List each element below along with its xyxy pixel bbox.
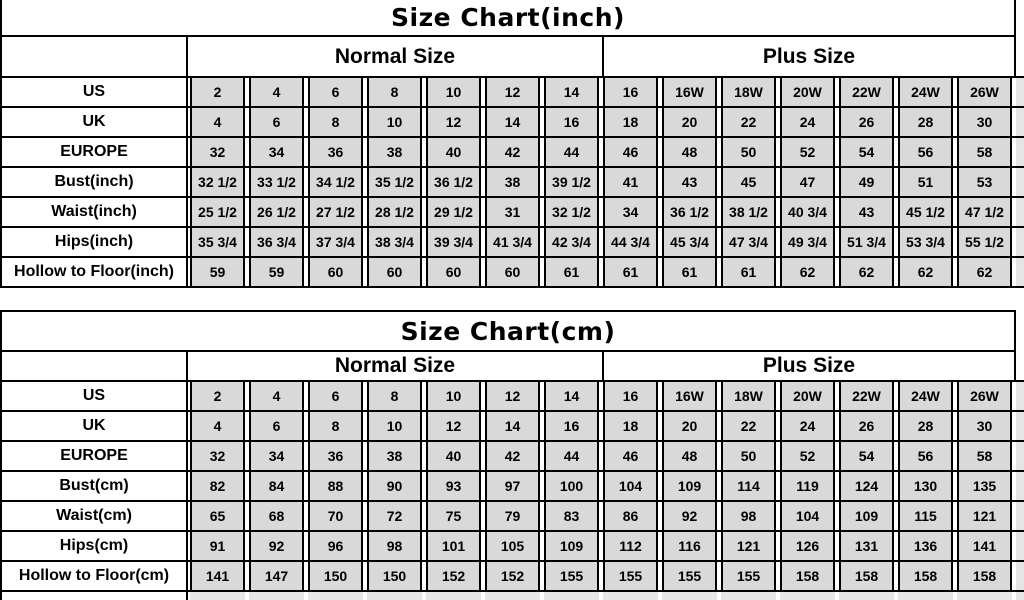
size-cell: 91 <box>190 532 245 560</box>
row-label: Hollow to Floor(cm) <box>0 562 188 590</box>
size-cell: 158 <box>780 562 835 590</box>
size-chart-cm-table <box>0 310 1024 600</box>
size-cell: 44 <box>544 442 599 470</box>
size-cell: 121 <box>957 502 1012 530</box>
size-cell: 28 <box>898 108 953 136</box>
row-label: Bust(cm) <box>0 472 188 500</box>
size-cell: 47 3/4 <box>721 228 776 256</box>
size-cell: 126 <box>780 532 835 560</box>
size-cell: 41 3/4 <box>485 228 540 256</box>
size-cell: 10 <box>367 108 422 136</box>
size-cell: 40 <box>426 138 481 166</box>
size-cell: 51 <box>898 168 953 196</box>
size-cell: 90 <box>367 472 422 500</box>
size-cell: 109 <box>839 502 894 530</box>
size-cell: 16 <box>603 382 658 410</box>
size-cell: 86 <box>603 502 658 530</box>
normal-size-header: Normal Size <box>188 352 604 380</box>
size-cell: 54 <box>839 138 894 166</box>
size-cell: 14 <box>544 78 599 106</box>
size-cell: 147 <box>249 562 304 590</box>
size-cell: 61 <box>662 258 717 286</box>
size-cell: 152 <box>485 562 540 590</box>
size-cell: 44 3/4 <box>603 228 658 256</box>
size-cell: 22W <box>839 78 894 106</box>
size-cell: 26 <box>839 412 894 440</box>
size-cell: 38 1/2 <box>721 198 776 226</box>
size-cell: 14 <box>485 108 540 136</box>
size-cell: 50 <box>721 138 776 166</box>
size-cell: 96 <box>308 532 363 560</box>
size-cell: 10 <box>426 78 481 106</box>
clipped-column-artifact <box>1016 382 1024 410</box>
clipped-column-artifact <box>1016 108 1024 136</box>
table-row <box>0 198 1024 228</box>
size-cell: 70 <box>308 502 363 530</box>
size-cell: 46 <box>603 442 658 470</box>
size-cell: 135 <box>957 472 1012 500</box>
row-label: Waist(inch) <box>0 198 188 226</box>
size-cell: 60 <box>485 258 540 286</box>
size-cell: 22W <box>839 382 894 410</box>
table-row <box>0 138 1024 168</box>
size-cell: 115 <box>898 502 953 530</box>
size-cell: 98 <box>367 532 422 560</box>
row-label: US <box>0 78 188 106</box>
size-cell: 6 <box>308 78 363 106</box>
size-cell <box>485 592 540 600</box>
size-cell: 4 <box>249 78 304 106</box>
size-cell: 24W <box>898 382 953 410</box>
size-cell: 32 1/2 <box>544 198 599 226</box>
size-cell: 47 1/2 <box>957 198 1012 226</box>
size-cell: 26 <box>839 108 894 136</box>
size-cell: 88 <box>308 472 363 500</box>
size-cell: 24W <box>898 78 953 106</box>
size-cell: 12 <box>426 108 481 136</box>
size-cell: 92 <box>249 532 304 560</box>
size-cell: 16 <box>544 108 599 136</box>
size-cell: 60 <box>426 258 481 286</box>
size-cell: 34 <box>249 442 304 470</box>
size-cell: 44 <box>544 138 599 166</box>
size-cell: 136 <box>898 532 953 560</box>
clipped-column-artifact <box>1016 412 1024 440</box>
size-cell: 112 <box>603 532 658 560</box>
size-cell: 33 1/2 <box>249 168 304 196</box>
table-row <box>0 78 1024 108</box>
clipped-column-artifact <box>1016 502 1024 530</box>
size-cell: 14 <box>485 412 540 440</box>
size-cell: 48 <box>662 442 717 470</box>
size-cell: 39 1/2 <box>544 168 599 196</box>
size-cell: 61 <box>603 258 658 286</box>
size-cell: 4 <box>190 412 245 440</box>
size-cell: 42 <box>485 442 540 470</box>
row-label: UK <box>0 412 188 440</box>
size-cell: 29 1/2 <box>426 198 481 226</box>
size-cell: 12 <box>426 412 481 440</box>
size-cell: 49 3/4 <box>780 228 835 256</box>
table-row <box>0 562 1024 592</box>
size-chart-inch-header-row <box>0 37 1024 78</box>
clipped-table-row <box>0 592 1024 600</box>
size-cell: 38 <box>367 442 422 470</box>
size-cell: 130 <box>898 472 953 500</box>
size-cell: 16W <box>662 78 717 106</box>
size-cell: 36 <box>308 138 363 166</box>
size-cell: 16 <box>603 78 658 106</box>
size-cell <box>662 592 717 600</box>
row-label: EUROPE <box>0 442 188 470</box>
size-cell: 131 <box>839 532 894 560</box>
clipped-column-artifact <box>1016 198 1024 226</box>
size-cell: 45 3/4 <box>662 228 717 256</box>
size-cell: 40 <box>426 442 481 470</box>
size-cell: 53 <box>957 168 1012 196</box>
size-cell: 22 <box>721 412 776 440</box>
size-chart-cm-header-row <box>0 352 1024 382</box>
size-cell: 114 <box>721 472 776 500</box>
size-cell: 24 <box>780 108 835 136</box>
clipped-column-artifact <box>1016 228 1024 256</box>
size-cell <box>426 592 481 600</box>
table-row <box>0 382 1024 412</box>
size-cell: 61 <box>544 258 599 286</box>
size-cell: 8 <box>308 108 363 136</box>
size-cell: 24 <box>780 412 835 440</box>
size-cell: 54 <box>839 442 894 470</box>
size-cell: 141 <box>957 532 1012 560</box>
size-cell: 43 <box>662 168 717 196</box>
size-cell: 41 <box>603 168 658 196</box>
size-cell: 62 <box>898 258 953 286</box>
size-cell: 35 1/2 <box>367 168 422 196</box>
table-row <box>0 442 1024 472</box>
size-cell: 121 <box>721 532 776 560</box>
size-cell: 36 1/2 <box>662 198 717 226</box>
size-cell: 4 <box>249 382 304 410</box>
size-cell: 52 <box>780 442 835 470</box>
size-cell: 62 <box>957 258 1012 286</box>
size-cell: 72 <box>367 502 422 530</box>
size-cell: 34 <box>249 138 304 166</box>
size-chart-inch-title: Size Chart(inch) <box>0 0 1016 37</box>
size-chart-inch-body <box>0 78 1024 288</box>
size-cell <box>780 592 835 600</box>
size-cell: 18W <box>721 78 776 106</box>
size-cell: 47 <box>780 168 835 196</box>
table-row <box>0 108 1024 138</box>
table-row <box>0 258 1024 288</box>
size-cell: 12 <box>485 382 540 410</box>
size-cell: 49 <box>839 168 894 196</box>
size-cell: 48 <box>662 138 717 166</box>
size-cell: 53 3/4 <box>898 228 953 256</box>
size-cell <box>957 592 1012 600</box>
size-cell: 92 <box>662 502 717 530</box>
size-chart-cm-title: Size Chart(cm) <box>0 310 1016 352</box>
size-cell: 10 <box>426 382 481 410</box>
size-cell <box>603 592 658 600</box>
size-cell: 18 <box>603 412 658 440</box>
clipped-column-artifact <box>1016 442 1024 470</box>
size-cell: 30 <box>957 108 1012 136</box>
size-cell: 16 <box>544 412 599 440</box>
table-row <box>0 502 1024 532</box>
size-cell: 6 <box>308 382 363 410</box>
row-label: EUROPE <box>0 138 188 166</box>
size-cell: 4 <box>190 108 245 136</box>
size-cell: 28 1/2 <box>367 198 422 226</box>
size-cell: 34 <box>603 198 658 226</box>
size-cell: 37 3/4 <box>308 228 363 256</box>
size-cell: 39 3/4 <box>426 228 481 256</box>
size-cell: 8 <box>367 382 422 410</box>
size-cell: 124 <box>839 472 894 500</box>
size-cell: 62 <box>839 258 894 286</box>
size-cell <box>190 592 245 600</box>
size-cell <box>544 592 599 600</box>
size-cell: 119 <box>780 472 835 500</box>
row-label: US <box>0 382 188 410</box>
size-cell <box>839 592 894 600</box>
size-cell: 101 <box>426 532 481 560</box>
size-cell: 45 <box>721 168 776 196</box>
size-cell: 68 <box>249 502 304 530</box>
size-cell: 60 <box>367 258 422 286</box>
size-cell: 32 1/2 <box>190 168 245 196</box>
size-cell: 104 <box>603 472 658 500</box>
size-cell: 61 <box>721 258 776 286</box>
size-cell: 104 <box>780 502 835 530</box>
size-cell: 98 <box>721 502 776 530</box>
size-cell: 20 <box>662 412 717 440</box>
size-cell: 34 1/2 <box>308 168 363 196</box>
size-cell: 40 3/4 <box>780 198 835 226</box>
row-label: Waist(cm) <box>0 502 188 530</box>
size-cell: 8 <box>367 78 422 106</box>
size-cell: 26W <box>957 78 1012 106</box>
size-cell: 38 <box>485 168 540 196</box>
size-cell: 27 1/2 <box>308 198 363 226</box>
size-cell: 6 <box>249 412 304 440</box>
size-cell <box>367 592 422 600</box>
table-row <box>0 412 1024 442</box>
size-cell: 55 1/2 <box>957 228 1012 256</box>
corner-cell <box>0 352 188 380</box>
corner-cell <box>0 37 188 76</box>
table-row <box>0 228 1024 258</box>
size-cell: 12 <box>485 78 540 106</box>
size-cell: 59 <box>190 258 245 286</box>
size-cell: 155 <box>721 562 776 590</box>
size-cell: 56 <box>898 442 953 470</box>
size-cell: 20W <box>780 78 835 106</box>
size-cell: 26 1/2 <box>249 198 304 226</box>
clipped-column-artifact <box>1016 562 1024 590</box>
size-cell: 2 <box>190 78 245 106</box>
size-cell: 10 <box>367 412 422 440</box>
size-cell: 31 <box>485 198 540 226</box>
size-cell: 22 <box>721 108 776 136</box>
size-cell: 32 <box>190 442 245 470</box>
row-label: Hips(inch) <box>0 228 188 256</box>
size-cell: 65 <box>190 502 245 530</box>
size-cell: 150 <box>308 562 363 590</box>
normal-size-header: Normal Size <box>188 37 604 76</box>
size-cell: 158 <box>898 562 953 590</box>
size-cell: 116 <box>662 532 717 560</box>
clipped-column-artifact <box>1016 532 1024 560</box>
size-cell: 62 <box>780 258 835 286</box>
size-cell: 32 <box>190 138 245 166</box>
size-cell: 14 <box>544 382 599 410</box>
size-cell: 18W <box>721 382 776 410</box>
size-cell <box>249 592 304 600</box>
size-cell: 38 <box>367 138 422 166</box>
size-cell: 141 <box>190 562 245 590</box>
size-cell: 158 <box>957 562 1012 590</box>
size-cell: 60 <box>308 258 363 286</box>
size-cell: 20 <box>662 108 717 136</box>
clipped-column-artifact <box>1016 78 1024 106</box>
row-label: Bust(inch) <box>0 168 188 196</box>
size-cell: 20W <box>780 382 835 410</box>
size-cell <box>898 592 953 600</box>
size-cell: 2 <box>190 382 245 410</box>
size-cell: 84 <box>249 472 304 500</box>
table-row <box>0 472 1024 502</box>
size-cell: 36 3/4 <box>249 228 304 256</box>
size-cell: 58 <box>957 442 1012 470</box>
size-cell: 42 <box>485 138 540 166</box>
size-cell: 150 <box>367 562 422 590</box>
size-cell: 97 <box>485 472 540 500</box>
size-cell: 46 <box>603 138 658 166</box>
table-row <box>0 532 1024 562</box>
clipped-column-artifact <box>1016 138 1024 166</box>
size-cell: 109 <box>662 472 717 500</box>
size-cell: 25 1/2 <box>190 198 245 226</box>
size-cell: 8 <box>308 412 363 440</box>
size-cell: 6 <box>249 108 304 136</box>
size-cell: 158 <box>839 562 894 590</box>
size-cell: 42 3/4 <box>544 228 599 256</box>
size-cell: 105 <box>485 532 540 560</box>
size-cell: 30 <box>957 412 1012 440</box>
row-label: Hips(cm) <box>0 532 188 560</box>
plus-size-header: Plus Size <box>604 352 1016 380</box>
size-cell: 36 <box>308 442 363 470</box>
size-cell: 16W <box>662 382 717 410</box>
row-label <box>0 592 188 600</box>
size-cell: 75 <box>426 502 481 530</box>
size-cell: 58 <box>957 138 1012 166</box>
size-cell: 155 <box>662 562 717 590</box>
size-cell: 50 <box>721 442 776 470</box>
size-cell: 155 <box>603 562 658 590</box>
size-cell: 52 <box>780 138 835 166</box>
size-cell: 109 <box>544 532 599 560</box>
size-cell: 26W <box>957 382 1012 410</box>
table-gap <box>0 288 1024 310</box>
size-cell: 152 <box>426 562 481 590</box>
size-cell: 35 3/4 <box>190 228 245 256</box>
size-cell: 38 3/4 <box>367 228 422 256</box>
size-cell: 83 <box>544 502 599 530</box>
table-row <box>0 168 1024 198</box>
size-cell <box>721 592 776 600</box>
plus-size-header: Plus Size <box>604 37 1016 76</box>
size-cell <box>308 592 363 600</box>
row-label: UK <box>0 108 188 136</box>
size-chart-inch-table <box>0 0 1024 288</box>
size-chart-cm-body <box>0 382 1024 600</box>
size-cell: 79 <box>485 502 540 530</box>
size-cell: 43 <box>839 198 894 226</box>
clipped-column-artifact <box>1016 258 1024 286</box>
size-cell: 36 1/2 <box>426 168 481 196</box>
size-cell: 51 3/4 <box>839 228 894 256</box>
size-cell: 100 <box>544 472 599 500</box>
size-cell: 93 <box>426 472 481 500</box>
row-label: Hollow to Floor(inch) <box>0 258 188 286</box>
clipped-column-artifact <box>1016 168 1024 196</box>
size-cell: 45 1/2 <box>898 198 953 226</box>
clipped-column-artifact <box>1016 472 1024 500</box>
size-cell: 155 <box>544 562 599 590</box>
size-cell: 56 <box>898 138 953 166</box>
clipped-column-artifact <box>1016 592 1024 600</box>
size-cell: 28 <box>898 412 953 440</box>
size-cell: 18 <box>603 108 658 136</box>
size-cell: 82 <box>190 472 245 500</box>
size-cell: 59 <box>249 258 304 286</box>
